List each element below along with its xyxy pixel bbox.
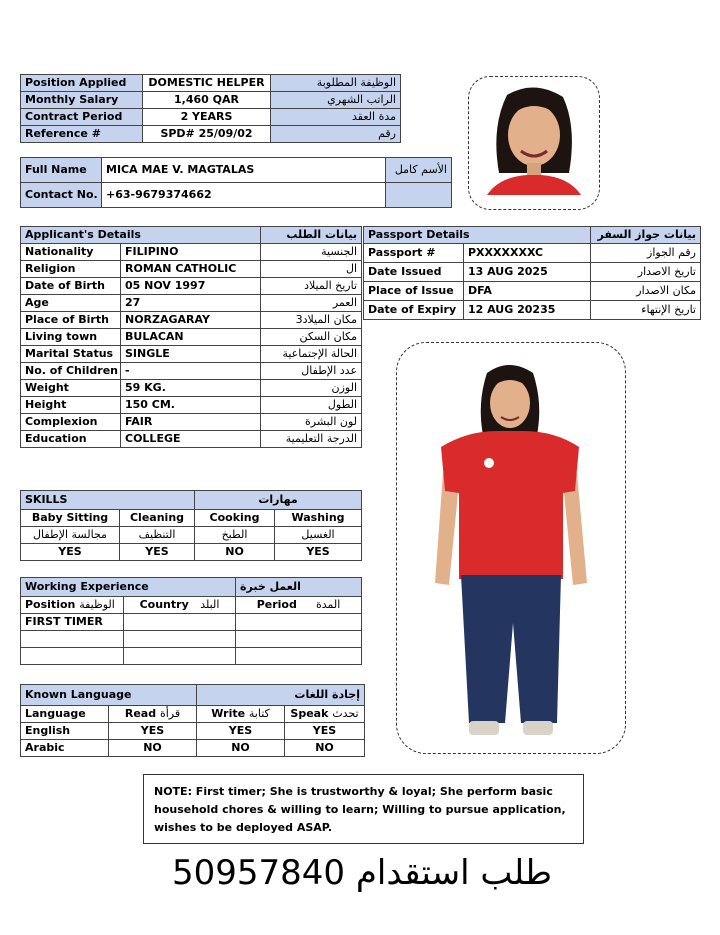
col-write-label: Write — [211, 707, 246, 720]
applicant-label-ar: لون البشرة — [261, 414, 362, 431]
experience-title: Working Experience — [21, 578, 236, 597]
language-name: English — [21, 723, 109, 740]
col-write-label-ar: كتابة — [248, 707, 270, 720]
col-write — [197, 706, 285, 723]
applicant-label-ar: مكان الميلاد3 — [261, 312, 362, 329]
col-speak-label-ar: تحدث — [332, 707, 359, 720]
salary-label-ar: الراتب الشهري — [271, 92, 401, 109]
passport-table — [363, 226, 701, 320]
applicant-label-ar: الطول — [261, 397, 362, 414]
applicant-value: COLLEGE — [121, 431, 261, 448]
col-country-label-ar: البلد — [200, 598, 220, 611]
passport-label-ar: مكان الاصدار — [591, 282, 701, 301]
applicant-label-ar: الحالة الإجتماعية — [261, 346, 362, 363]
full-name-label: Full Name — [21, 158, 102, 183]
passport-value: PXXXXXXXC — [464, 244, 591, 263]
skill-value: YES — [21, 544, 120, 561]
full-body-photo — [396, 342, 626, 754]
col-position-label-ar: الوظيفة — [79, 598, 115, 611]
applicant-label: Date of Birth — [21, 278, 121, 295]
applicant-label: Religion — [21, 261, 121, 278]
contract-label-ar: مدة العقد — [271, 109, 401, 126]
reference-value: SPD# 25/09/02 — [143, 126, 271, 143]
headshot-photo — [468, 76, 600, 210]
passport-label-ar: تاريخ الإنتهاء — [591, 301, 701, 320]
col-read-label: Read — [124, 707, 157, 720]
applicant-label: Living town — [21, 329, 121, 346]
applicant-table — [20, 226, 362, 448]
language-title-ar: إجادة اللغات — [197, 685, 365, 706]
applicant-label: Marital Status — [21, 346, 121, 363]
language-name: Arabic — [21, 740, 109, 757]
applicant-label: Nationality — [21, 244, 121, 261]
skill-name: Cooking — [195, 510, 275, 527]
skills-table — [20, 490, 362, 561]
passport-label: Place of Issue — [364, 282, 464, 301]
applicant-title-ar: بيانات الطلب — [261, 227, 362, 244]
applicant-value: SINGLE — [121, 346, 261, 363]
experience-empty-cell — [236, 631, 362, 648]
language-write: YES — [197, 723, 285, 740]
language-table — [20, 684, 365, 757]
skill-name-ar: الغسيل — [275, 527, 362, 544]
skill-name: Washing — [275, 510, 362, 527]
applicant-label: Education — [21, 431, 121, 448]
applicant-value: 150 CM. — [121, 397, 261, 414]
passport-label: Date of Expiry — [364, 301, 464, 320]
note-box — [143, 774, 584, 844]
applicant-label-ar: الوزن — [261, 380, 362, 397]
col-read-label-ar: قرأة — [159, 707, 181, 720]
language-write: NO — [197, 740, 285, 757]
language-speak: YES — [285, 723, 365, 740]
passport-label-ar: رقم الجواز — [591, 244, 701, 263]
experience-empty-cell — [21, 648, 124, 665]
language-speak: NO — [285, 740, 365, 757]
passport-value: DFA — [464, 282, 591, 301]
skills-title-ar: مهارات — [195, 491, 362, 510]
salary-label: Monthly Salary — [21, 92, 143, 109]
skill-name-ar: مجالسة الإطفال — [21, 527, 120, 544]
skills-title: SKILLS — [21, 491, 195, 510]
note-text: NOTE: First timer; She is trustworthy & loyal; She perform basic household chores & willing to learn; Willing to pursue application, wishes to be deployed ASAP. — [154, 785, 566, 834]
applicant-label-ar: مكان السكن — [261, 329, 362, 346]
full-body-portrait-icon — [397, 343, 625, 753]
passport-label: Date Issued — [364, 263, 464, 282]
experience-empty-cell — [124, 631, 236, 648]
skill-value: NO — [195, 544, 275, 561]
contact-label: Contact No. — [21, 183, 102, 208]
col-country — [124, 597, 236, 614]
experience-first-cell: FIRST TIMER — [21, 614, 124, 631]
applicant-value: 59 KG. — [121, 380, 261, 397]
passport-label: Passport # — [364, 244, 464, 263]
col-period-label-ar: المدة — [316, 598, 341, 611]
col-country-label: Country — [139, 598, 189, 611]
applicant-value: - — [121, 363, 261, 380]
applicant-value: FAIR — [121, 414, 261, 431]
skill-value: YES — [120, 544, 195, 561]
skill-name-ar: التنظيف — [120, 527, 195, 544]
applicant-label: No. of Children — [21, 363, 121, 380]
experience-title-ar: العمل خبرة — [236, 578, 362, 597]
skill-value: YES — [275, 544, 362, 561]
contract-label: Contract Period — [21, 109, 143, 126]
experience-empty-cell — [124, 614, 236, 631]
passport-title: Passport Details — [364, 227, 591, 244]
position-label: Position Applied — [21, 75, 143, 92]
language-read: NO — [109, 740, 197, 757]
applicant-label: Complexion — [21, 414, 121, 431]
passport-value: 13 AUG 2025 — [464, 263, 591, 282]
salary-value: 1,460 QAR — [143, 92, 271, 109]
headshot-portrait-icon — [469, 77, 599, 209]
applicant-value: ROMAN CATHOLIC — [121, 261, 261, 278]
experience-empty-cell — [236, 648, 362, 665]
full-name-label-ar: الأسم كامل — [386, 158, 452, 183]
col-speak-label: Speak — [290, 707, 329, 720]
col-speak — [285, 706, 365, 723]
name-table — [20, 157, 452, 208]
col-read — [109, 706, 197, 723]
footer-arabic: طلب استقدام — [355, 853, 553, 893]
experience-empty-cell — [236, 614, 362, 631]
applicant-value: 05 NOV 1997 — [121, 278, 261, 295]
contact-blank-cell — [386, 183, 452, 208]
col-period-label: Period — [256, 598, 297, 611]
skill-name: Cleaning — [120, 510, 195, 527]
applicant-title: Applicant's Details — [21, 227, 261, 244]
col-language: Language — [21, 706, 109, 723]
position-label-ar: الوظيفة المطلوبة — [271, 75, 401, 92]
applicant-label: Height — [21, 397, 121, 414]
experience-empty-cell — [21, 631, 124, 648]
applicant-value: BULACAN — [121, 329, 261, 346]
position-table — [20, 74, 401, 143]
applicant-value: FILIPINO — [121, 244, 261, 261]
applicant-label-ar: العمر — [261, 295, 362, 312]
experience-empty-cell — [124, 648, 236, 665]
passport-title-ar: بيانات جواز السفر — [591, 227, 701, 244]
footer-request — [172, 853, 552, 893]
skill-name: Baby Sitting — [21, 510, 120, 527]
col-position-label: Position — [25, 598, 76, 611]
applicant-label-ar: عدد الإطفال — [261, 363, 362, 380]
applicant-label-ar: الدرجة التعليمية — [261, 431, 362, 448]
language-read: YES — [109, 723, 197, 740]
applicant-value: NORZAGARAY — [121, 312, 261, 329]
applicant-label: Place of Birth — [21, 312, 121, 329]
passport-label-ar: تاريخ الاصدار — [591, 263, 701, 282]
applicant-label-ar: الجنسية — [261, 244, 362, 261]
applicant-label: Weight — [21, 380, 121, 397]
applicant-label: Age — [21, 295, 121, 312]
applicant-value: 27 — [121, 295, 261, 312]
full-name-value: MICA MAE V. MAGTALAS — [102, 158, 386, 183]
passport-value: 12 AUG 20235 — [464, 301, 591, 320]
reference-label: Reference # — [21, 126, 143, 143]
position-value: DOMESTIC HELPER — [143, 75, 271, 92]
reference-label-ar: رقم — [271, 126, 401, 143]
skill-name-ar: الطبخ — [195, 527, 275, 544]
contact-value: +63-9679374662 — [102, 183, 386, 208]
col-period — [236, 597, 362, 614]
applicant-label-ar: تاريخ الميلاد — [261, 278, 362, 295]
language-title: Known Language — [21, 685, 197, 706]
footer-number: 50957840 — [172, 853, 346, 893]
contract-value: 2 YEARS — [143, 109, 271, 126]
applicant-label-ar: ال — [261, 261, 362, 278]
col-position — [21, 597, 124, 614]
experience-table — [20, 577, 362, 665]
